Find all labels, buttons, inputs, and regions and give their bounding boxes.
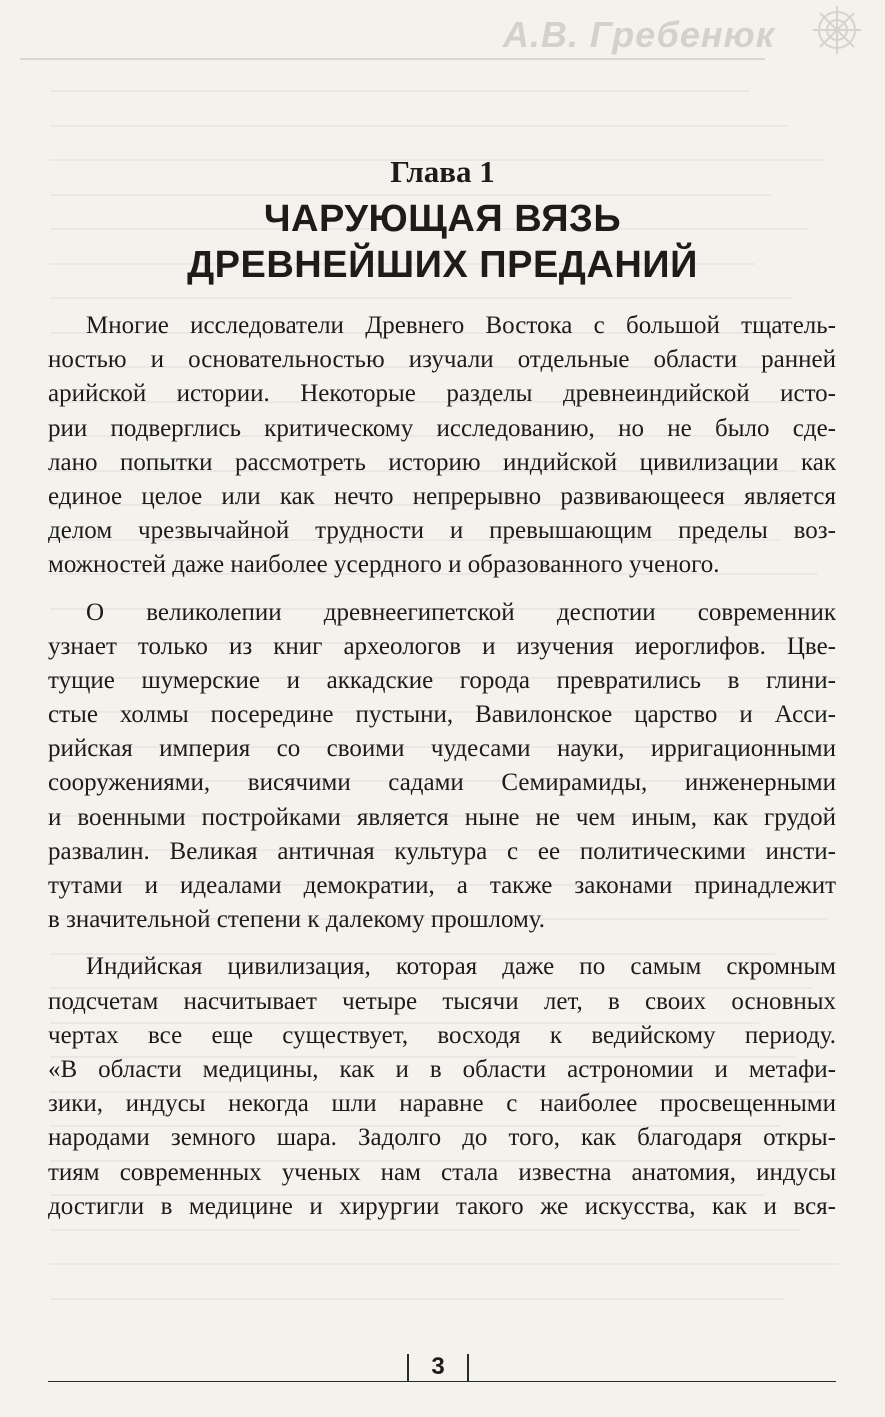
- header-rule: [20, 58, 765, 60]
- chapter-label: Глава 1: [390, 154, 495, 189]
- body-text: [48, 309, 836, 1224]
- text-line: тутами и идеалами демократии, а также законами принадлежит: [48, 872, 836, 899]
- text-line: народами земного шара. Задолго до того, как благодаря откры-: [48, 1124, 836, 1152]
- text-line: рийская империя со своими чудесами науки, ирригационными: [48, 735, 836, 763]
- text-line: достигли в медицине и хирургии такого же искусства, как и вся-: [48, 1192, 836, 1220]
- paragraph: [48, 950, 836, 1224]
- text-line: делом чрезвычайной трудности и превышающим пределы воз-: [48, 517, 836, 545]
- bleed-through-line: [50, 1229, 801, 1231]
- text-line: зики, индусы некогда шли наравне с наиболее просвещенными: [48, 1090, 836, 1118]
- text-line: тиям современных ученых нам стала известна анатомия, индусы: [48, 1158, 836, 1186]
- text-line: единое целое или как нечто непрерывно развивающееся является: [48, 482, 836, 510]
- chapter-title-line: ЧАРУЮЩАЯ ВЯЗЬ: [263, 198, 622, 240]
- running-header-title: А.В. Гребенюк: [502, 14, 775, 55]
- page-number-bracket: [467, 1354, 469, 1382]
- text-line: можностей даже наиболее усердного и образованного ученого.: [48, 551, 720, 579]
- text-line: О великолепии древнеегипетской деспотии современник: [86, 598, 836, 626]
- text-line: подсчетам насчитывает четыре тысячи лет, в своих основных: [48, 987, 836, 1015]
- text-line: ностью и основательностью изучали отдельные области ранней: [48, 346, 836, 374]
- bleed-through-line: [50, 125, 787, 127]
- text-line: Многие исследователи Древнего Востока с большой тщатель-: [86, 312, 836, 339]
- page-number: 3: [431, 1353, 445, 1380]
- paragraph: [48, 596, 836, 938]
- text-line: чертах все еще существует, восходя к ведийскому периоду.: [48, 1021, 836, 1049]
- text-line: сооружениями, висячими садами Семирамиды, инженерными: [48, 769, 836, 797]
- text-line: Индийская цивилизация, которая даже по самым скромным: [86, 953, 836, 981]
- bleed-through-line: [50, 1263, 838, 1265]
- text-line: развалин. Великая античная культура с ее политическими инсти-: [48, 837, 836, 865]
- text-line: лано попытки рассмотреть историю индийской цивилизации как: [48, 448, 836, 476]
- paragraph: [48, 309, 836, 583]
- chapter-title: [0, 196, 885, 288]
- text-line: «В области медицины, как и в области астрономии и метафи-: [48, 1055, 836, 1083]
- chapter-title-line: ДРЕВНЕЙШИХ ПРЕДАНИЙ: [187, 244, 698, 286]
- text-line: тущие шумерские и аккадские города превратились в глини-: [48, 666, 836, 694]
- text-line: и военными постройками является ныне не чем иным, как грудой: [48, 803, 836, 831]
- text-line: в значительной степени к далекому прошлому.: [48, 906, 546, 934]
- bleed-through-line: [50, 1298, 785, 1300]
- chapter-heading: [0, 152, 885, 288]
- text-line: рии подверглись критическому исследованию, но не было сде-: [48, 414, 836, 442]
- text-line: узнает только из книг археологов и изучения иероглифов. Цве-: [48, 632, 836, 660]
- footer-rule: [48, 1381, 836, 1382]
- ornament-icon: [807, 2, 867, 58]
- page-number-box: [405, 1350, 471, 1382]
- bleed-through-line: [50, 90, 750, 92]
- running-header: [0, 0, 885, 60]
- bleed-through-line: [50, 297, 792, 299]
- text-line: стые холмы посередине пустыни, Вавилонское царство и Асси-: [48, 701, 836, 729]
- text-line: арийской истории. Некоторые разделы древнеиндийской исто-: [48, 380, 836, 408]
